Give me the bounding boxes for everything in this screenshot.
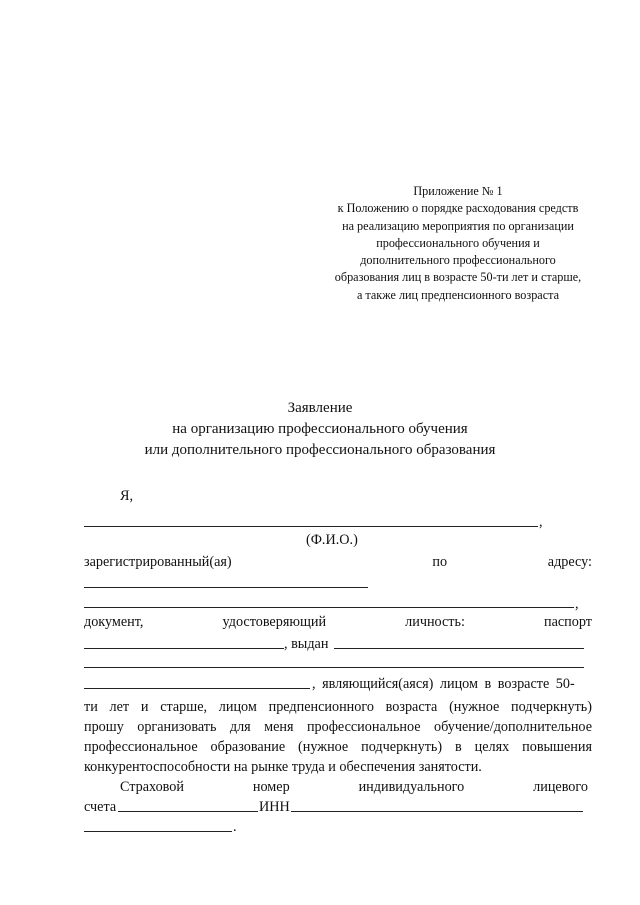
document-word: удостоверяющий (222, 614, 327, 630)
registered-word: по (432, 554, 448, 570)
document-line (84, 612, 592, 632)
document-word: документ, (84, 614, 144, 630)
being-label: , являющийся(аяся) лицом в возрасте 50- (312, 676, 575, 692)
passport-field[interactable] (84, 648, 284, 649)
inn-field-2[interactable] (84, 831, 232, 832)
annex-line: дополнительного профессионального (360, 253, 556, 268)
insurance-line (120, 777, 588, 797)
annex-line: образования лиц в возрасте 50-ти лет и старше, (334, 270, 582, 285)
title-line: на организацию профессионального обучения (172, 421, 468, 437)
address-field-2[interactable] (84, 607, 574, 608)
insurance-word: лицевого (533, 779, 588, 795)
paragraph-line: ти лет и старше, лицом предпенсионного возраста (нужное подчеркнуть) (84, 699, 592, 715)
fio-field[interactable] (84, 526, 538, 527)
title-line: Заявление (287, 400, 353, 416)
registered-word: зарегистрированный(ая) (84, 554, 232, 570)
annex-line: профессионального обучения и (376, 235, 540, 250)
inn-field[interactable] (291, 811, 583, 812)
paragraph-line: конкурентоспособности на рынке труда и обеспечения занятости. (84, 759, 482, 775)
inn-label: ИНН (259, 799, 290, 815)
registered-word: адресу: (547, 554, 592, 570)
annex-line: Приложение № 1 (413, 184, 503, 198)
ya-label: Я, (120, 488, 134, 504)
issue-date-field[interactable] (84, 688, 310, 689)
annex-line: на реализацию мероприятия по организации (342, 218, 574, 233)
insurance-word: индивидуального (358, 779, 465, 795)
annex-header (316, 183, 600, 304)
annex-line: а также лиц предпенсионного возраста (356, 287, 560, 302)
final-period: . (233, 819, 237, 835)
insurance-word: номер (252, 779, 290, 795)
insurance-word: Страховой (120, 779, 184, 795)
snils-field[interactable] (118, 811, 258, 812)
annex-line: к Положению о порядке расходования средств (337, 201, 579, 216)
document-word: паспорт (543, 614, 592, 630)
address-comma: , (575, 596, 579, 612)
document-word: личность: (405, 614, 465, 630)
document-title (100, 398, 540, 461)
registered-line (84, 552, 592, 572)
issued-by-field[interactable] (334, 648, 584, 649)
fio-comma: , (539, 514, 543, 530)
issued-by-field-2[interactable] (84, 667, 584, 668)
address-field-1[interactable] (84, 587, 368, 588)
fio-hint: (Ф.И.О.) (306, 532, 358, 548)
paragraph-line: прошу организовать для меня профессиональное обучение/дополнительное (84, 719, 592, 735)
title-line: или дополнительного профессионального образования (144, 442, 496, 458)
issued-label: , выдан (284, 636, 329, 652)
account-label: счета (84, 799, 117, 815)
paragraph-line: профессиональное образование (нужное подчеркнуть) в целях повышения (84, 739, 592, 755)
